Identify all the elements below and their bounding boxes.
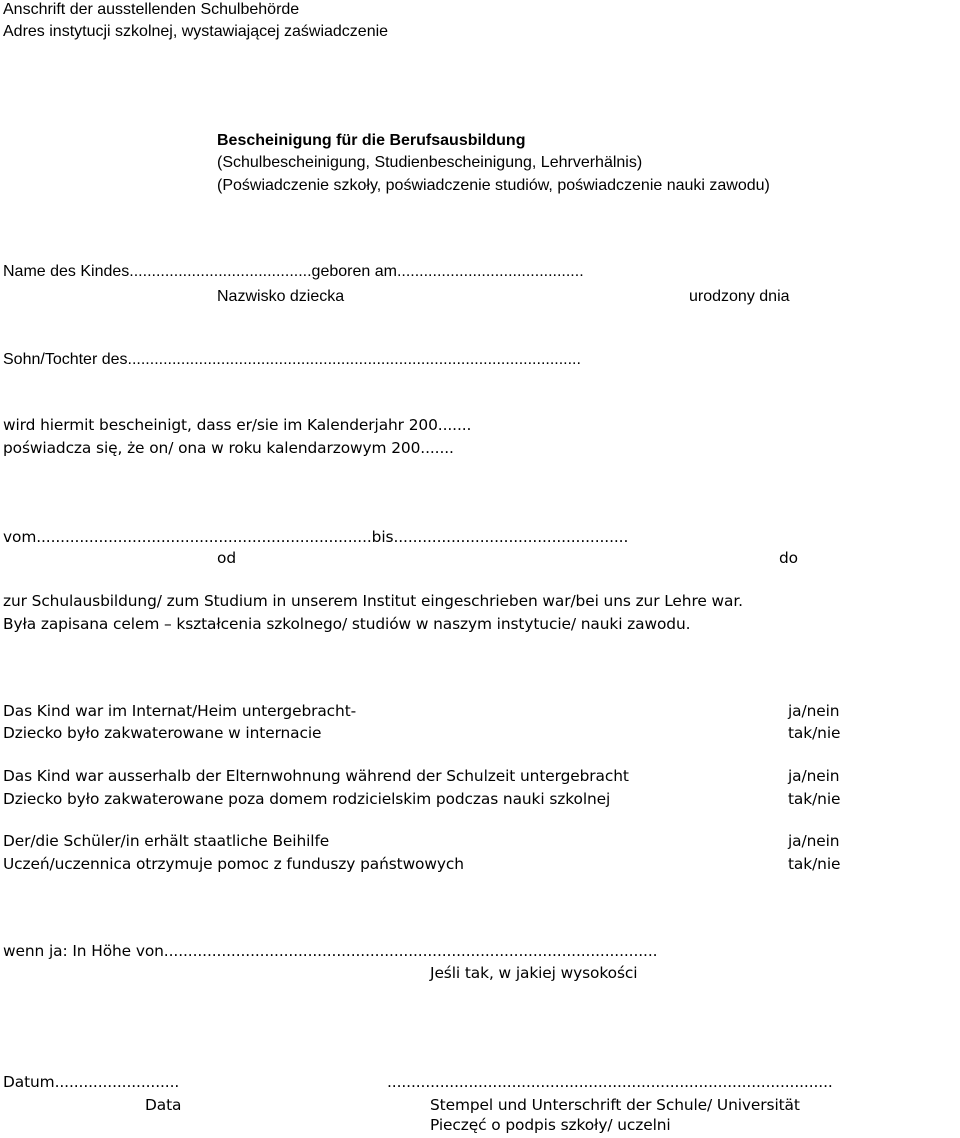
child-name-field: Name des Kindes.........................................geboren am.......................................... (3, 263, 584, 280)
period-from-label-pl: od (217, 549, 236, 567)
question-text-pl: Dziecko było zakwaterowane poza domem rodzicielskim podczas nauki szkolnej (3, 790, 611, 808)
stamp-signature-label-pl: Pieczęć o podpis szkoły/ uczelni (430, 1116, 671, 1134)
child-name-label-pl: Nazwisko dziecka (217, 288, 345, 305)
document-subtitle-de: (Schulbescheinigung, Studienbescheinigung, Lehrverhälnis) (217, 154, 643, 171)
birth-date-label-pl: urodzony dnia (689, 288, 790, 305)
amount-field: wenn ja: In Höhe von....................................................................................................... (3, 942, 658, 960)
question-text-de: Das Kind war im Internat/Heim untergebracht- (3, 702, 357, 720)
document-subtitle-pl: (Poświadczenie szkoły, poświadczenie studiów, poświadczenie nauki zawodu) (217, 177, 770, 194)
period-field: vom......................................................................bis................................................. (3, 528, 629, 546)
document-title: Bescheinigung für die Berufsausbildung (217, 132, 526, 149)
answer-choice-de: ja/nein (788, 767, 840, 785)
answer-choice-pl: tak/nie (788, 790, 841, 808)
answer-choice-pl: tak/nie (788, 724, 841, 742)
calendar-year-text-de: wird hiermit bescheinigt, dass er/sie im Kalenderjahr 200....... (3, 416, 472, 434)
parent-name-field: Sohn/Tochter des...................................................................................................... (3, 351, 581, 368)
date-label-pl: Data (145, 1096, 182, 1114)
answer-choice-pl: tak/nie (788, 855, 841, 873)
calendar-year-text-pl: poświadcza się, że on/ ona w roku kalendarzowym 200....... (3, 439, 454, 457)
period-to-label-pl: do (779, 549, 798, 567)
enrollment-text-de: zur Schulausbildung/ zum Studium in unserem Institut eingeschrieben war/bei uns zur Lehre war. (3, 592, 743, 610)
answer-choice-de: ja/nein (788, 832, 840, 850)
question-text-pl: Dziecko było zakwaterowane w internacie (3, 724, 322, 742)
authority-label-pl: Adres instytucji szkolnej, wystawiającej zaświadczenie (3, 23, 389, 40)
question-text-de: Der/die Schüler/in erhält staatliche Beihilfe (3, 832, 330, 850)
amount-label-pl: Jeśli tak, w jakiej wysokości (430, 964, 638, 982)
authority-label-de: Anschrift der ausstellenden Schulbehörde (3, 1, 300, 18)
question-text-pl: Uczeń/uczennica otrzymuje pomoc z funduszy państwowych (3, 855, 464, 873)
signature-field: ............................................................................................. (387, 1073, 833, 1091)
date-field: Datum.......................... (3, 1073, 180, 1091)
question-text-de: Das Kind war ausserhalb der Elternwohnung während der Schulzeit untergebracht (3, 767, 629, 785)
enrollment-text-pl: Była zapisana celem – kształcenia szkolnego/ studiów w naszym instytucie/ nauki zawodu. (3, 615, 691, 633)
stamp-signature-label-de: Stempel und Unterschrift der Schule/ Universität (430, 1096, 800, 1114)
answer-choice-de: ja/nein (788, 702, 840, 720)
